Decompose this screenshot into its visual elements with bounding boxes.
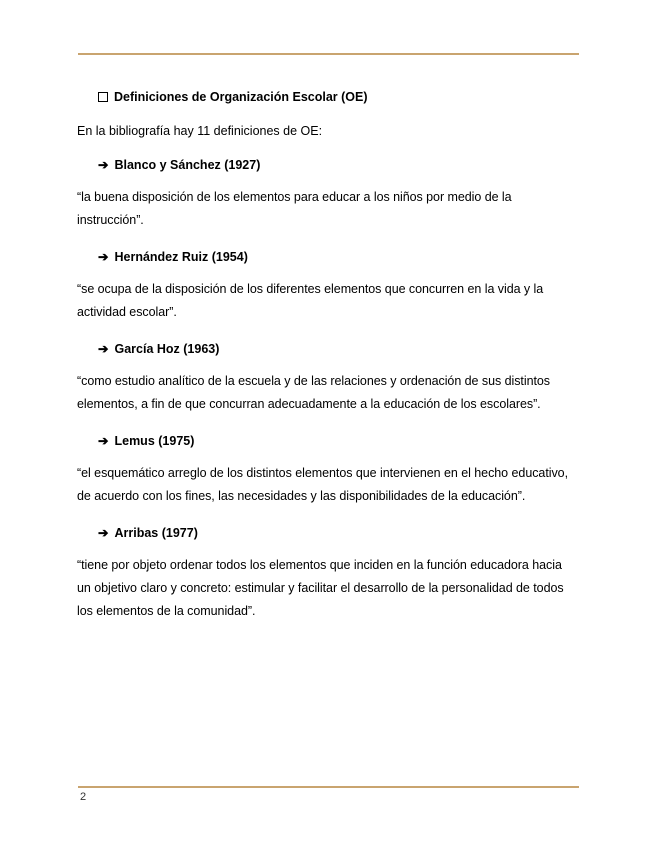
author-name: García Hoz (1963) <box>114 342 220 356</box>
author-name: Hernández Ruiz (1954) <box>114 250 248 264</box>
section-heading <box>98 88 577 106</box>
definition-author <box>98 432 577 450</box>
definition-quote: “se ocupa de la disposición de los diferentes elementos que concurren en la vida y la actividad escolar”. <box>77 282 544 319</box>
definition-quote: “la buena disposición de los elementos para educar a los niños por medio de la instrucción”. <box>77 190 512 227</box>
footer-rule <box>78 786 579 788</box>
right-arrow-icon: ➔ <box>98 158 109 172</box>
definition-author <box>98 340 577 358</box>
definition-author <box>98 524 577 542</box>
right-arrow-icon: ➔ <box>98 434 109 448</box>
intro-paragraph: En la bibliografía hay 11 definiciones de OE: <box>77 124 323 138</box>
checkbox-icon <box>98 92 108 102</box>
author-name: Arribas (1977) <box>114 526 198 540</box>
definition-quote: “el esquemático arreglo de los distintos elementos que intervienen en el hecho educativo, de acuerdo con los fines, las necesidades y las disponibilidades de la educación”. <box>77 466 568 503</box>
right-arrow-icon: ➔ <box>98 526 109 540</box>
page-content <box>77 88 577 623</box>
right-arrow-icon: ➔ <box>98 250 109 264</box>
right-arrow-icon: ➔ <box>98 342 109 356</box>
author-name: Lemus (1975) <box>114 434 195 448</box>
definition-quote: “tiene por objeto ordenar todos los elementos que inciden en la función educadora hacia un objetivo claro y concreto: estimular y facilitar el desarrollo de la personalidad de todos los elementos de la comunidad”. <box>77 558 564 618</box>
section-heading-text: Definiciones de Organización Escolar (OE) <box>114 90 368 104</box>
page-number: 2 <box>80 791 87 803</box>
definition-author <box>98 248 577 266</box>
definition-quote: “como estudio analítico de la escuela y de las relaciones y ordenación de sus distintos elementos, a fin de que concurran adecuadamente a la educación de los escolares”. <box>77 374 551 411</box>
definition-author <box>98 156 577 174</box>
author-name: Blanco y Sánchez (1927) <box>114 158 261 172</box>
header-rule <box>78 53 579 55</box>
